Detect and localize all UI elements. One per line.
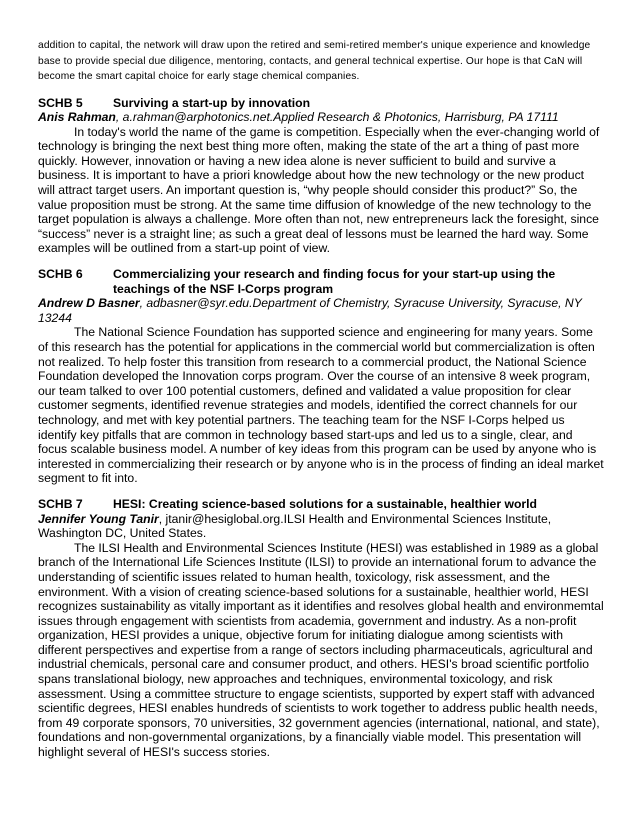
abstract-title: Surviving a start-up by innovation (113, 95, 311, 110)
abstract-body: The National Science Foundation has supported science and engineering for many years. Some of this research has the potential for applications in the commercial world but commercialization is often not realized. To help foster this transition from research to a commercial product, the National Science Foundation developed the Innovation corps program. Over the course of an intensive 8 week program, our team talked to over 100 potential customers, defined and validated a value proposition for clear customer segments, identified revenue strategies and models, identified the correct channels for our technology, and met with key potential partners. The teaching team for the NSF I-Corps helped us identify key pitfalls that are common in technology based start-ups and led us to a single, clear, and focus scalable business model. A number of key ideas from this program can be used by anyone who is interested in commercializing their research or by anyone who is in the process of finding an ideal market segment to fit into. (38, 325, 604, 486)
author-affiliation: , a.rahman@arphotonics.net.Applied Research & Photonics, Harrisburg, PA 17111 (115, 110, 559, 125)
abstract-author-line (38, 296, 604, 325)
abstract-author-line (38, 110, 604, 125)
intro-paragraph: addition to capital, the network will draw upon the retired and semi-retired member's unique experience and knowledge base to provide special due diligence, mentoring, contacts, and general technical expertise. Our hope is that CaN will become the smart capital choice for early stage chemical companies. (38, 40, 591, 82)
abstract-code: SCHB 7 (38, 496, 83, 511)
abstracts-page (38, 38, 604, 771)
abstract-schb7 (38, 497, 604, 760)
abstract-title: Commercializing your research and finding focus for your start-up using the teachings of the NSF I-Corps program (113, 267, 556, 296)
abstract-code: SCHB 6 (38, 267, 83, 282)
author-name: Anis Rahman (38, 110, 116, 125)
abstract-author-line (38, 512, 604, 541)
abstract-schb6 (38, 267, 604, 486)
author-name: Jennifer Young Tanir (38, 511, 159, 526)
abstract-body: The ILSI Health and Environmental Sciences Institute (HESI) was established in 1989 as a global branch of the International Life Sciences Institute (ILSI) to provide an international forum to advance the understanding of scientific issues related to human health, toxicology, risk assessment, and the environment. With a vision of creating science-based solutions for a sustainable, healthier world, HESI recognizes sustainability as vitally important as it identifies and resolves global health and environmemtal issues through engagement with scientists from academia, government and industry. As a non-profit organization, HESI provides a unique, objective forum for initiating dialogue among scientists with different perspectives and expertise from a range of sectors including pharmaceuticals, agricultural and industrial chemicals, personal care and consumer product, and others. HESI's broad scientific portfolio spans translational biology, new approaches and techniques, environmental toxicology, and risk assessment. Using a committee structure to engage scientists, supported by expert staff with advanced scientific degrees, HESI enables hundreds of scientists to work together to address public health needs, from 49 corporate sponsors, 70 universities, 32 government agencies (international, national, and state), foundations and non-governmental organizations, by a financially viable model. This presentation will highlight several of HESI's success stories. (38, 540, 604, 760)
author-affiliation: , adbasner@syr.edu.Department of Chemistry, Syracuse University, Syracuse, NY 13244 (38, 296, 582, 325)
author-affiliation: , jtanir@hesiglobal.org.ILSI Health and Environmental Sciences Institute, Washington DC, United States. (38, 511, 552, 541)
abstract-heading (38, 96, 604, 111)
author-name: Andrew D Basner (38, 296, 140, 311)
abstract-schb5 (38, 96, 604, 257)
abstract-heading (38, 267, 604, 296)
abstract-heading (38, 497, 604, 512)
abstract-code: SCHB 5 (38, 95, 83, 110)
abstract-title: HESI: Creating science-based solutions for a sustainable, healthier world (113, 496, 537, 511)
abstract-body: In today's world the name of the game is competition. Especially when the ever-changing world of technology is bringing the next best thing more often, making the state of the art a thing of past more quickly. However, innovation or having a new idea alone is never sufficient to build and survive a business. It is important to have a priori knowledge about how the new technology or the new product will attract target users. An important question is, “why people should consider this product?” So, the value proposition must be strong. At the same time diffusion of knowledge of the new technology to the target population is always a challenge. More often than not, new entrepreneurs lack the foresight, since “success” never is a straight line; as such a great deal of lessons must be learned the hard way. Some examples will be outlined from a start-up point of view. (38, 124, 600, 256)
